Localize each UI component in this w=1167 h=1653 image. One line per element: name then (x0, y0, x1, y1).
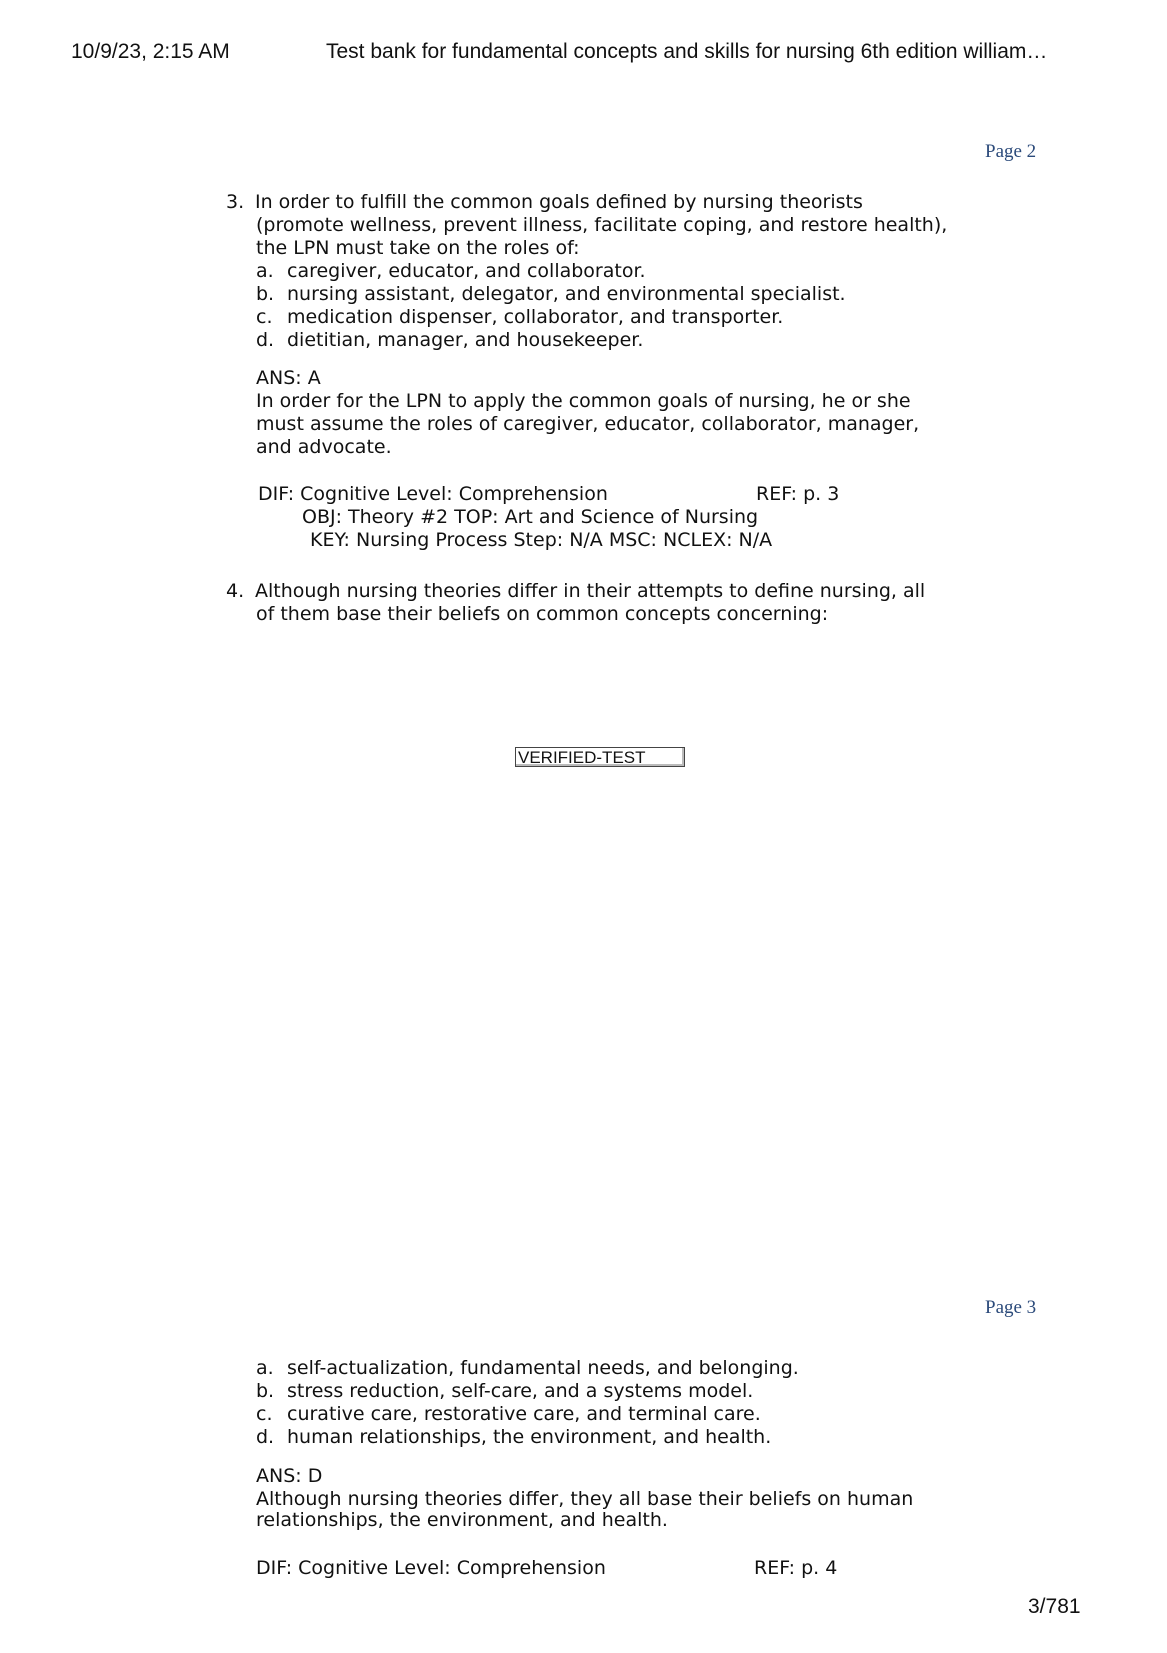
option-text: human relationships, the environment, and health. (287, 1426, 772, 1448)
question-number: 3. (226, 191, 245, 213)
option-text: caregiver, educator, and collaborator. (287, 260, 646, 282)
option-text: self-actualization, fundamental needs, and belonging. (287, 1357, 799, 1379)
reference: REF: p. 4 (754, 1557, 838, 1579)
page-label-2: Page 2 (985, 141, 1037, 162)
question-stem-line: In order to fulfill the common goals defined by nursing theorists (255, 191, 863, 213)
page-label-3: Page 3 (985, 1297, 1037, 1318)
document-title: Test bank for fundamental concepts and skills for nursing 6th edition william… (326, 40, 1048, 63)
print-date: 10/9/23, 2:15 AM (71, 40, 230, 63)
option-text: curative care, restorative care, and terminal care. (287, 1403, 761, 1425)
option-letter: d. (256, 1426, 275, 1448)
difficulty: DIF: Cognitive Level: Comprehension (258, 483, 608, 505)
question-stem-line: (promote wellness, prevent illness, facilitate coping, and restore health), (256, 214, 948, 236)
question-stem-line: Although nursing theories differ in their attempts to define nursing, all (255, 580, 926, 602)
option-letter: a. (256, 260, 274, 282)
option-letter: c. (256, 1403, 273, 1425)
rationale-line: Although nursing theories differ, they all base their beliefs on human (256, 1488, 914, 1510)
difficulty: DIF: Cognitive Level: Comprehension (256, 1557, 606, 1579)
rationale-line: and advocate. (256, 436, 392, 458)
verified-test-stamp: VERIFIED-TEST (515, 747, 685, 767)
question-number: 4. (226, 580, 245, 602)
rationale-line: must assume the roles of caregiver, educator, collaborator, manager, (256, 413, 920, 435)
page-counter: 3/781 (1028, 1595, 1081, 1618)
option-letter: d. (256, 329, 275, 351)
option-text: dietitian, manager, and housekeeper. (287, 329, 644, 351)
option-text: stress reduction, self-care, and a systems model. (287, 1380, 754, 1402)
key-msc: KEY: Nursing Process Step: N/A MSC: NCLEX: N/A (310, 529, 773, 551)
answer-key: ANS: A (256, 367, 321, 389)
question-stem-line: the LPN must take on the roles of: (256, 237, 580, 259)
objective-topic: OBJ: Theory #2 TOP: Art and Science of Nursing (302, 506, 759, 528)
rationale-line: relationships, the environment, and health. (256, 1509, 668, 1531)
option-letter: c. (256, 306, 273, 328)
rationale-line: In order for the LPN to apply the common goals of nursing, he or she (256, 390, 911, 412)
reference: REF: p. 3 (756, 483, 840, 505)
answer-key: ANS: D (256, 1465, 323, 1487)
option-text: medication dispenser, collaborator, and transporter. (287, 306, 784, 328)
option-letter: b. (256, 283, 275, 305)
option-text: nursing assistant, delegator, and environmental specialist. (287, 283, 846, 305)
option-letter: a. (256, 1357, 274, 1379)
question-stem-line: of them base their beliefs on common concepts concerning: (256, 603, 829, 625)
option-letter: b. (256, 1380, 275, 1402)
